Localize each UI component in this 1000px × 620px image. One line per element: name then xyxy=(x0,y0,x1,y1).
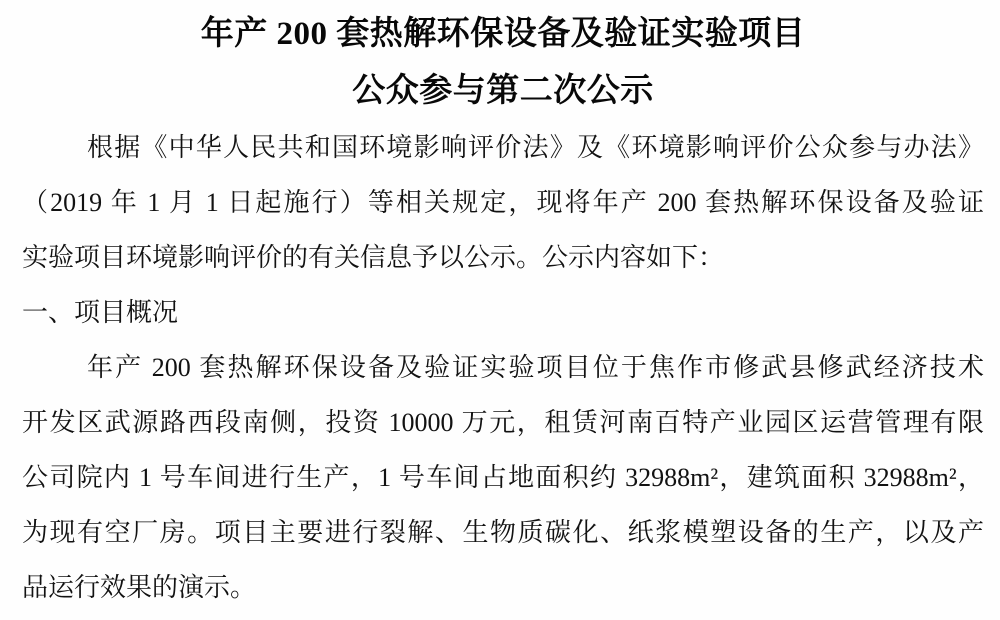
text-line: 实验项目环境影响评价的有关信息予以公示。公示内容如下： xyxy=(22,243,725,272)
paragraph xyxy=(22,120,984,285)
text-line: 为现有空厂房。项目主要进行裂解、生物质碳化、纸浆模塑设备的生产，以及产 xyxy=(22,518,984,547)
text-line: 公司院内 1 号车间进行生产，1 号车间占地面积约 32988m²，建筑面积 32988m²， xyxy=(22,463,984,492)
text-line: 品运行效果的演示。 xyxy=(22,573,257,602)
document-title-line-2: 公众参与第二次公示 xyxy=(352,73,654,109)
document-body xyxy=(22,120,984,615)
text-line: 根据《中华人民共和国环境影响评价法》及《环境影响评价公众参与办法》 xyxy=(87,133,984,162)
text-line: （2019 年 1 月 1 日起施行）等相关规定，现将年产 200 套热解环保设备及验证 xyxy=(22,188,984,217)
text-line: 开发区武源路西段南侧，投资 10000 万元，租赁河南百特产业园区运营管理有限 xyxy=(22,408,984,437)
paragraph xyxy=(22,340,984,615)
document-title xyxy=(22,6,984,120)
text-line: 一、项目概况 xyxy=(22,298,179,327)
document-title-line-1: 年产 200 套热解环保设备及验证实验项目 xyxy=(200,16,806,52)
text-line: 年产 200 套热解环保设备及验证实验项目位于焦作市修武县修武经济技术 xyxy=(87,353,984,382)
section-heading xyxy=(22,285,984,340)
